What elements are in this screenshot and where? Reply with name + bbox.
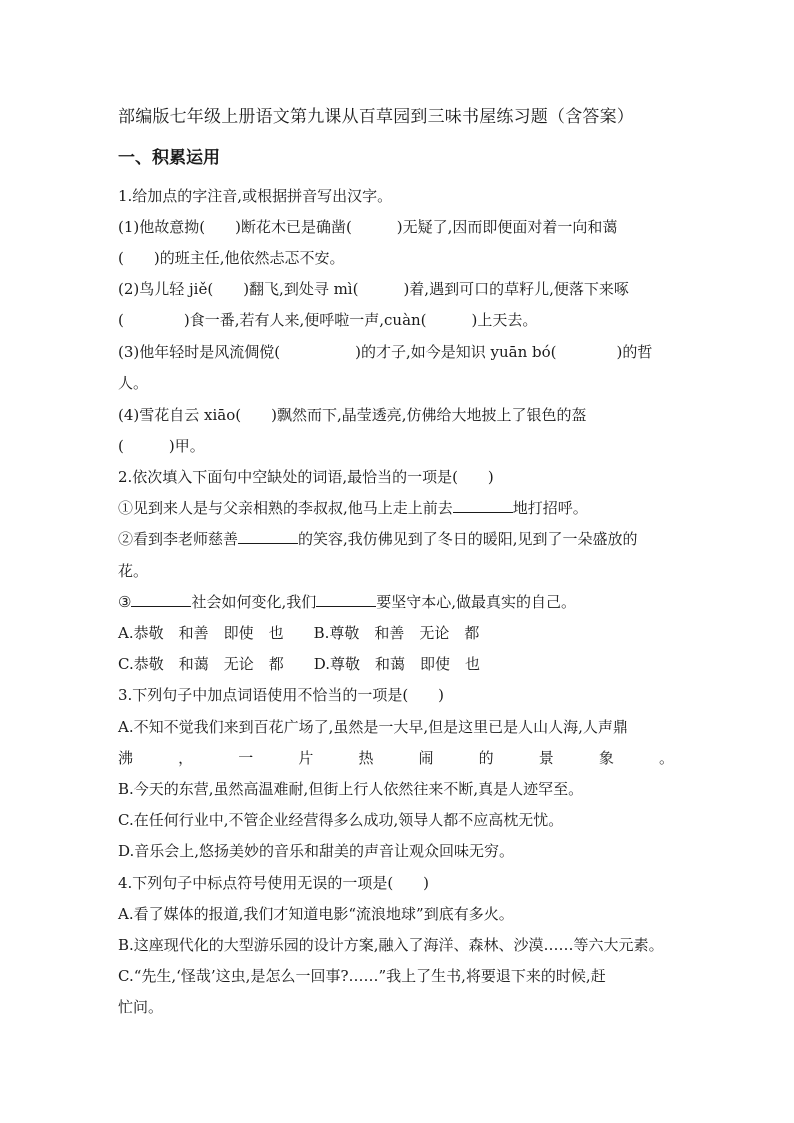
q2-s1-text-b: 地打招呼。 [512,499,588,517]
q2-sentence-1 [118,498,588,518]
q3-a2-char: 一 [238,749,254,767]
q3-a2-char: 片 [298,749,314,767]
q2-sentence-3 [118,592,576,612]
q2-options-row-1 [118,623,479,643]
q3-option-a-line-2 [118,748,674,768]
q3-option-a-line-1: A.不知不觉我们来到百花广场了,虽然是一大早,但是这里已是人山人海,人声鼎 [118,718,628,736]
answer-blank [131,592,191,607]
q2-option-c: C.恭敬 和蔼 无论 都 [118,655,284,673]
q2-sentence-2 [118,529,638,549]
page-title: 部编版七年级上册语文第九课从百草园到三味书屋练习题（含答案） [118,107,634,127]
q3-option-c: C.在任何行业中,不管企业经营得多么成功,领导人都不应高枕无忧。 [118,811,564,829]
q1-line-6: 人。 [118,374,149,392]
q1-line-1: (1)他故意拗( )断花木已是确凿( )无疑了,因而即便面对着一向和蔼 [118,218,618,236]
q2-sentence-2-cont: 花。 [118,562,149,580]
q2-s2-text-b: 的笑容,我仿佛见到了冬日的暖阳,见到了一朵盛放的 [298,530,638,548]
q2-s1-text-a: ①见到来人是与父亲相熟的李叔叔,他马上走上前去 [118,499,453,517]
q3-a2-char: 沸 [118,749,134,767]
q4-option-c-line-1: C.“先生,‘怪哉’这虫,是怎么一回事?……”我上了生书,将要退下来的时候,赶 [118,967,606,985]
q4-stem: 4.下列句子中标点符号使用无误的一项是( ) [118,874,430,892]
q4-option-a: A.看了媒体的报道,我们才知道电影“流浪地球”到底有多火。 [118,905,514,923]
q3-a2-char: 的 [478,749,494,767]
q1-line-5: (3)他年轻时是风流倜傥( )的才子,如今是知识 yuān bó( )的哲 [118,343,653,361]
q3-a2-char: 闹 [418,749,434,767]
q1-line-3: (2)鸟儿轻 jiě( )翻飞,到处寻 mì( )着,遇到可口的草籽儿,便落下来啄 [118,280,629,298]
q2-option-d: D.尊敬 和蔼 即使 也 [313,655,480,673]
q2-s3-text-b: 社会如何变化,我们 [191,593,317,611]
q3-option-d: D.音乐会上,悠扬美妙的音乐和甜美的声音让观众回味无穷。 [118,842,515,860]
q3-a2-char: 。 [658,749,674,767]
section-heading-accumulation: 一、积累运用 [118,148,220,168]
q4-option-b: B.这座现代化的大型游乐园的设计方案,融入了海洋、森林、沙漠……等六大元素。 [118,936,664,954]
q1-stem: 1.给加点的字注音,或根据拼音写出汉字。 [118,187,393,205]
answer-blank [238,529,298,544]
q1-line-4: ( )食一番,若有人来,便呼啦一声,cuàn( )上天去。 [118,311,538,329]
answer-blank [316,592,376,607]
answer-blank [453,498,513,513]
q3-a2-char: 景 [538,749,554,767]
q2-options-row-2 [118,654,480,674]
q1-line-7: (4)雪花自云 xiāo( )飘然而下,晶莹透亮,仿佛给大地披上了银色的盔 [118,406,587,424]
q4-option-c-line-2: 忙问。 [118,998,164,1016]
q1-line-8: ( )甲。 [118,437,205,455]
q2-s2-text-a: ②看到李老师慈善 [118,530,239,548]
q3-option-b: B.今天的东营,虽然高温难耐,但街上行人依然往来不断,真是人迹罕至。 [118,780,584,798]
q2-option-b: B.尊敬 和善 无论 都 [313,624,480,642]
q3-a2-char: ， [178,749,194,767]
q1-line-2: ( )的班主任,他依然忐忑不安。 [118,249,345,267]
q2-s3-text-c: 要坚守本心,做最真实的自己。 [376,593,577,611]
q2-option-a: A.恭敬 和善 即使 也 [118,624,284,642]
q3-stem: 3.下列句子中加点词语使用不恰当的一项是( ) [118,686,445,704]
q2-s3-text-a: ③ [118,593,132,611]
q3-a2-char: 热 [358,749,374,767]
q3-a2-char: 象 [598,749,614,767]
q2-stem: 2.依次填入下面句中空缺处的词语,最恰当的一项是( ) [118,468,494,486]
